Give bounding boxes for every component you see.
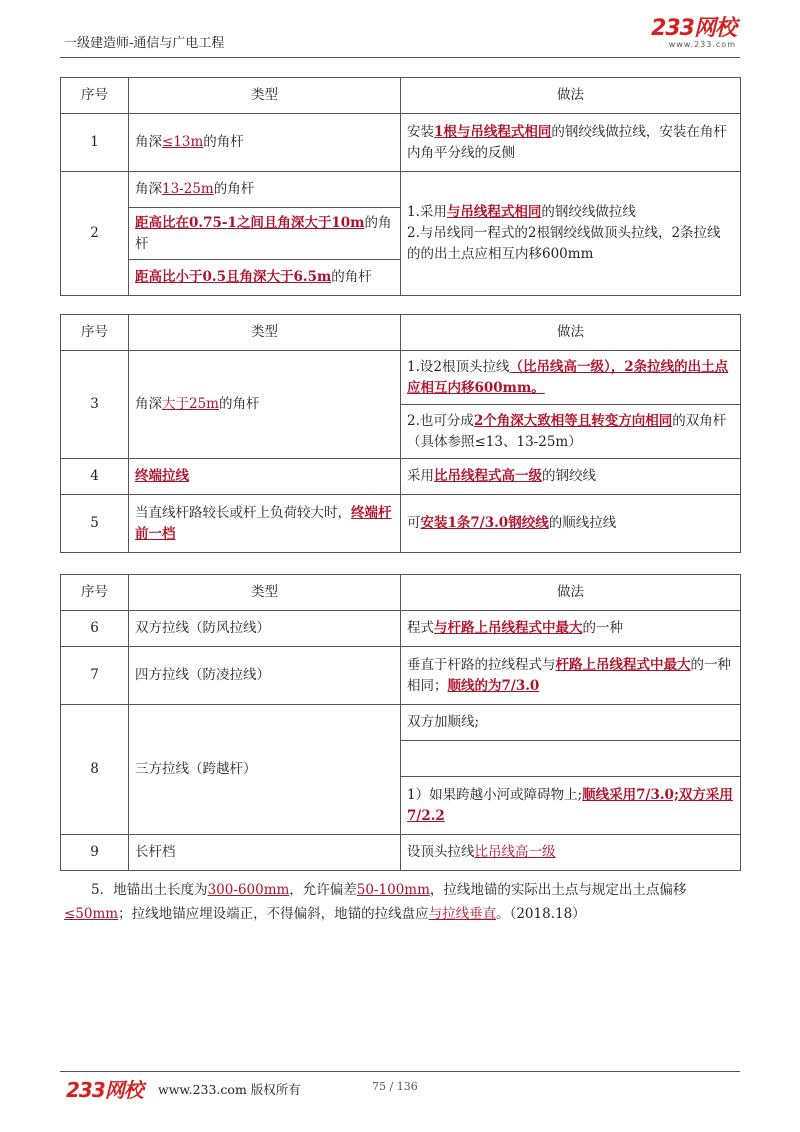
col-header-type: 类型 — [129, 575, 401, 611]
col-header-method: 做法 — [401, 575, 741, 611]
table-row — [61, 495, 741, 553]
row-method: 安装1根与吊线程式相同的钢绞线做拉线，安装在角杆内角平分线的反侧 — [401, 114, 741, 172]
row-type: 距高比在0.75-1之间且角深大于10m的角杆 — [129, 208, 401, 260]
row-method: 双方加顺线; — [401, 705, 741, 741]
row-number: 3 — [61, 351, 129, 459]
row-number: 9 — [61, 835, 129, 871]
row-method: 程式与杆路上吊线程式中最大的一种 — [401, 611, 741, 647]
col-header-method: 做法 — [401, 78, 741, 114]
table-row — [61, 351, 741, 405]
col-header-type: 类型 — [129, 315, 401, 351]
footer-copyright: www.233.com 版权所有 — [158, 1082, 301, 1097]
document-header-title: 一级建造师-通信与广电工程 — [64, 36, 225, 51]
row-type: 角深大于25m的角杆 — [129, 351, 401, 459]
row-number: 8 — [61, 705, 129, 835]
row-type: 终端拉线 — [129, 459, 401, 495]
table-row — [61, 705, 741, 741]
col-header-type: 类型 — [129, 78, 401, 114]
table-header-row — [61, 575, 741, 611]
table-row — [61, 172, 741, 208]
row-method: 1）如果跨越小河或障碍物上;顺线采用7/3.0;双方采用7/2.2 — [401, 777, 741, 835]
page-number: 75 / 136 — [372, 1080, 418, 1093]
row-method: 设顶头拉线比吊线高一级 — [401, 835, 741, 871]
anchor-rule-paragraph: 5．地锚出土长度为300-600mm，允许偏差50-100mm，拉线地锚的实际出土点与规定出土点偏移≤50mm；拉线地锚应埋设端正，不得偏斜，地锚的拉线盘应与拉线垂直。（2018.18） — [64, 882, 687, 922]
table-header-row — [61, 315, 741, 351]
guy-wire-table-1 — [60, 77, 741, 296]
footer-divider — [60, 1071, 740, 1072]
row-type: 长杆档 — [129, 835, 401, 871]
row-method: 1.采用与吊线程式相同的钢绞线做拉线 2.与吊线同一程式的2根钢绞线做顶头拉线，2条拉线的的出土点应相互内移600mm — [401, 172, 741, 296]
row-method: 2.也可分成2个角深大致相等且转变方向相同的双角杆（具体参照≤13、13-25m） — [401, 405, 741, 459]
brand-logo-url: www.233.com — [668, 40, 736, 49]
row-method: 垂直于杆路的拉线程式与杆路上吊线程式中最大的一种相同；顺线的为7/3.0 — [401, 647, 741, 705]
row-type: 三方拉线（跨越杆） — [129, 705, 401, 835]
header-divider — [60, 57, 740, 58]
row-method: 采用比吊线程式高一级的钢绞线 — [401, 459, 741, 495]
row-type: 双方拉线（防风拉线） — [129, 611, 401, 647]
row-number: 4 — [61, 459, 129, 495]
row-number: 7 — [61, 647, 129, 705]
table-row — [61, 114, 741, 172]
row-type: 角深13-25m的角杆 — [129, 172, 401, 208]
table-header-row — [61, 78, 741, 114]
brand-logo-text: 233网校 — [651, 16, 736, 41]
col-header-no: 序号 — [61, 78, 129, 114]
col-header-no: 序号 — [61, 575, 129, 611]
row-type: 当直线杆路较长或杆上负荷较大时，终端杆前一档 — [129, 495, 401, 553]
brand-logo[interactable] — [651, 18, 736, 49]
row-method: 1.设2根顶头拉线（比吊线高一级），2条拉线的出土点应相互内移600mm。 — [401, 351, 741, 405]
row-method: 可安装1条7/3.0钢绞线的顺线拉线 — [401, 495, 741, 553]
row-number: 2 — [61, 172, 129, 296]
row-method-empty — [401, 741, 741, 777]
table-row — [61, 611, 741, 647]
table-row — [61, 835, 741, 871]
guy-wire-table-2 — [60, 314, 741, 553]
row-number: 1 — [61, 114, 129, 172]
row-number: 5 — [61, 495, 129, 553]
col-header-no: 序号 — [61, 315, 129, 351]
row-type: 角深≤13m的角杆 — [129, 114, 401, 172]
guy-wire-table-3 — [60, 574, 741, 871]
col-header-method: 做法 — [401, 315, 741, 351]
row-type: 四方拉线（防凌拉线） — [129, 647, 401, 705]
table-row — [61, 647, 741, 705]
row-number: 6 — [61, 611, 129, 647]
footer-brand-logo[interactable]: 233网校 — [66, 1078, 143, 1102]
table-row — [61, 459, 741, 495]
row-type: 距高比小于0.5且角深大于6.5m的角杆 — [129, 260, 401, 296]
